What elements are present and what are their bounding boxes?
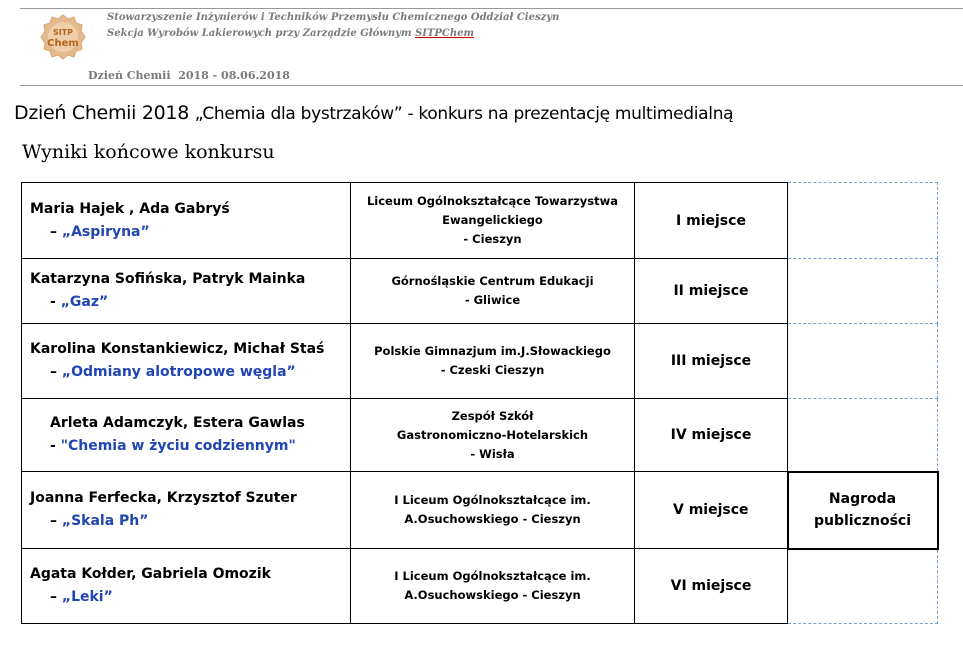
audience-award-cell: [788, 472, 938, 549]
place-cell: III miejsce: [635, 324, 788, 399]
header-divider-bottom: [20, 85, 963, 86]
participant-names: Karolina Konstankiewicz, Michał Staś: [30, 341, 325, 357]
table-row: [22, 324, 938, 399]
org-line-1: Stowarzyszenie Inżynierów i Techników Przemysłu Chemicznego Oddział Cieszyn: [107, 12, 560, 23]
participants-cell: [22, 549, 351, 624]
participants-cell: [22, 472, 351, 549]
place-cell: I miejsce: [635, 183, 788, 259]
school-cell: [351, 472, 635, 549]
school-cell: [351, 324, 635, 399]
school-line: A.Osuchowskiego - Cieszyn: [404, 588, 581, 602]
project-title: „Gaz”: [60, 294, 109, 310]
svg-text:Chem: Chem: [47, 38, 79, 49]
table-row: [22, 259, 938, 324]
award-cell: [788, 183, 938, 259]
table-row: [22, 472, 938, 549]
org-line-2: [107, 26, 559, 42]
school-line: Ewangelickiego: [442, 213, 543, 227]
dash: -: [50, 294, 61, 310]
dash: –: [50, 223, 62, 240]
project-title: „Aspiryna”: [61, 223, 150, 240]
school-line: Gastronomiczno-Hotelarskich: [396, 427, 589, 442]
table-row: [22, 399, 938, 472]
award-cell: [788, 259, 938, 324]
sitp-chem-logo: [40, 14, 86, 60]
dash: –: [50, 364, 62, 380]
school-line: - Czeski Cieszyn: [440, 363, 545, 377]
title-contest: „Chemia dla bystrzaków” - konkurs na prezentację multimedialną: [194, 104, 734, 124]
participants-cell: [22, 324, 351, 399]
participant-names: Joanna Ferfecka, Krzysztof Szuter: [30, 490, 297, 506]
title-event: Dzień Chemii 2018: [14, 102, 195, 124]
place-cell: VI miejsce: [635, 549, 788, 624]
school-line: A.Osuchowskiego - Cieszyn: [404, 512, 581, 526]
school-line: Górnośląskie Centrum Edukacji: [391, 274, 594, 288]
organization-info: [107, 10, 559, 42]
project-title: "Chemia w życiu codziennym": [60, 438, 296, 454]
award-cell: [788, 549, 938, 624]
school-cell: [351, 259, 635, 324]
place-cell: II miejsce: [635, 259, 788, 324]
table-row: [22, 183, 938, 259]
award-line: publiczności: [813, 513, 912, 529]
participant-names: Maria Hajek , Ada Gabryś: [30, 200, 230, 217]
award-cell: [788, 399, 938, 472]
school-cell: [351, 183, 635, 259]
school-line: - Cieszyn: [463, 232, 522, 246]
award-cell: [788, 324, 938, 399]
project-title: „Skala Ph”: [61, 513, 149, 529]
results-subtitle: Wyniki końcowe konkursu: [22, 141, 275, 163]
org-line-2-prefix: Sekcja Wyrobów Lakierowych przy Zarządzie Głównym: [107, 28, 416, 39]
header-divider-top: [20, 8, 963, 9]
school-line: Liceum Ogólnokształcące Towarzystwa: [366, 194, 619, 208]
participants-cell: [22, 259, 351, 324]
participants-cell: [22, 183, 351, 259]
school-line: - Wisła: [470, 446, 515, 461]
org-abbrev: SITPChem: [415, 28, 475, 39]
event-date: Dzień Chemii 2018 - 08.06.2018: [88, 69, 290, 82]
award-line: Nagroda: [828, 491, 897, 507]
place-cell: IV miejsce: [635, 399, 788, 472]
place-cell: V miejsce: [635, 472, 788, 549]
page-title: [14, 102, 733, 124]
school-line: - Gliwice: [464, 293, 521, 307]
participant-names: Arleta Adamczyk, Estera Gawlas: [50, 415, 305, 431]
school-line: I Liceum Ogólnokształcące im.: [394, 493, 591, 507]
dash: –: [50, 513, 62, 529]
table-row: [22, 549, 938, 624]
participant-names: Katarzyna Sofińska, Patryk Mainka: [30, 271, 306, 287]
school-cell: [351, 549, 635, 624]
school-line: Polskie Gimnazjum im.J.Słowackiego: [374, 344, 611, 358]
participant-names: Agata Kołder, Gabriela Omozik: [30, 566, 271, 582]
school-cell: [351, 399, 635, 472]
project-title: „Leki”: [61, 589, 113, 605]
school-line: Zespół Szkół: [451, 408, 534, 423]
participants-cell: [22, 399, 351, 472]
project-title: „Odmiany alotropowe węgla”: [61, 364, 296, 380]
results-table: [21, 182, 939, 624]
dash: -: [50, 438, 61, 454]
dash: –: [50, 589, 62, 605]
school-line: I Liceum Ogólnokształcące im.: [394, 569, 591, 583]
svg-text:SITP: SITP: [52, 28, 74, 37]
